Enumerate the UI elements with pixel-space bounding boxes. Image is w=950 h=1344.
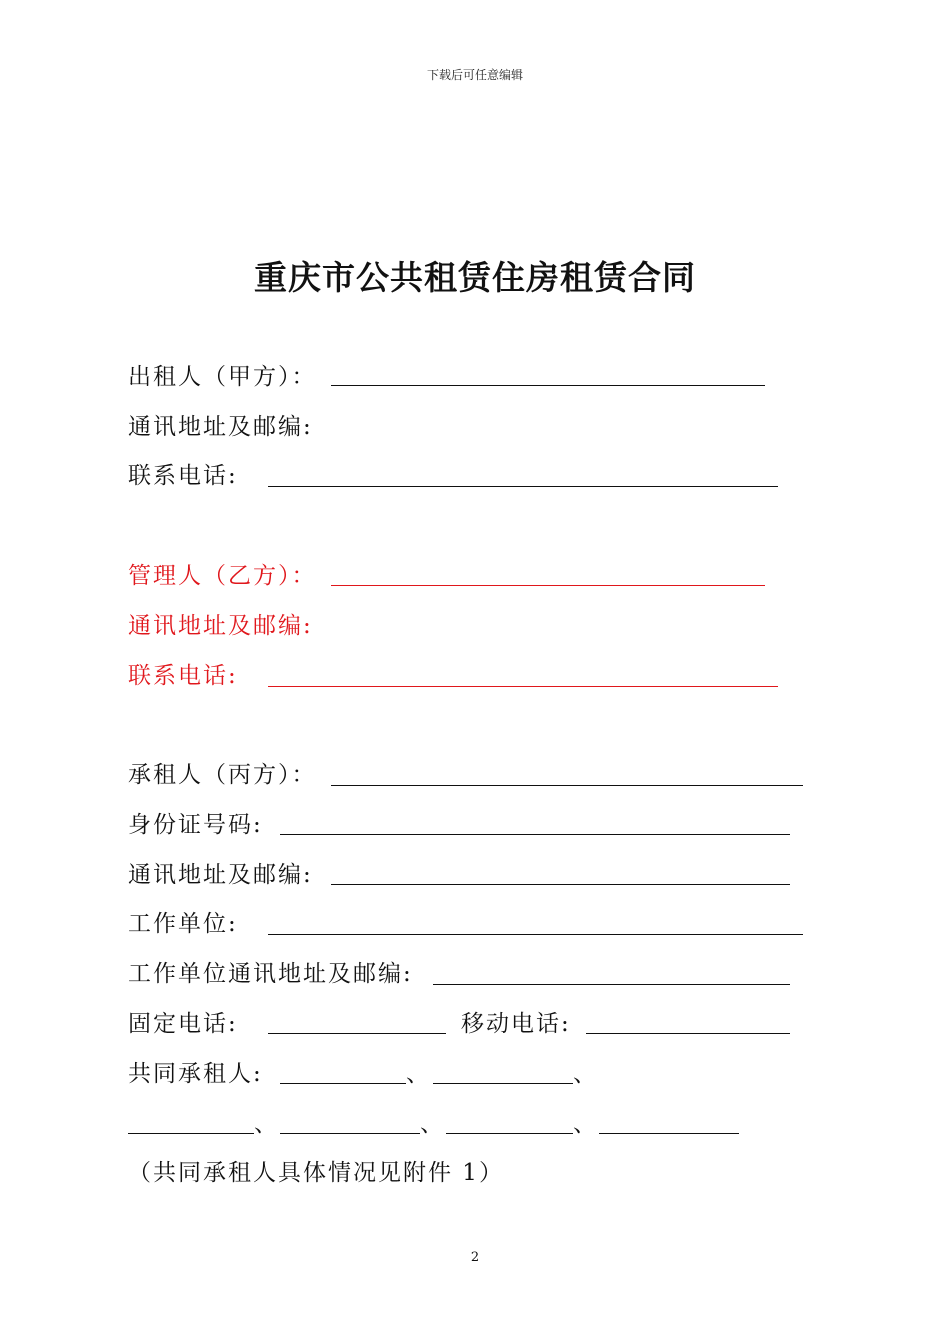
manager-address-label: 通讯地址及邮编: <box>128 613 313 639</box>
lessor-phone-input-line[interactable] <box>268 486 778 487</box>
tenant-address-label: 通讯地址及邮编: <box>128 862 313 888</box>
mobile-phone-label: 移动电话: <box>461 1011 571 1037</box>
manager-input-line[interactable] <box>331 585 765 586</box>
co-tenant-line-1[interactable] <box>280 1083 406 1084</box>
tenant-work-input-line[interactable] <box>268 934 803 935</box>
lessor-label: 出租人（甲方）： <box>128 364 317 390</box>
tenant-input-line[interactable] <box>331 785 803 786</box>
header-note: 下载后可任意编辑 <box>426 68 523 82</box>
document-title: 重庆市公共租赁住房租赁合同 <box>254 258 696 297</box>
tenant-work-address-label: 工作单位通讯地址及邮编: <box>128 961 413 987</box>
tenant-id-input-line[interactable] <box>280 834 790 835</box>
page-number: 2 <box>470 1250 480 1265</box>
co-tenant-line-2[interactable] <box>433 1083 573 1084</box>
mobile-phone-input-line[interactable] <box>586 1033 790 1034</box>
tenant-work-address-input-line[interactable] <box>433 984 790 985</box>
co-tenant-line-5[interactable] <box>446 1133 573 1134</box>
tenant-address-input-line[interactable] <box>331 884 790 885</box>
co-tenant-separator: 、 <box>573 1061 598 1087</box>
tenant-id-label: 身份证号码: <box>128 812 263 838</box>
co-tenant-note: （共同承租人具体情况见附件 1） <box>128 1160 504 1186</box>
tenant-label: 承租人（丙方）： <box>128 762 317 788</box>
co-tenant-separator: 、 <box>573 1111 598 1137</box>
manager-phone-input-line[interactable] <box>268 686 778 687</box>
fixed-phone-label: 固定电话: <box>128 1011 238 1037</box>
co-tenant-label: 共同承租人: <box>128 1061 263 1087</box>
co-tenant-separator: 、 <box>420 1111 445 1137</box>
manager-phone-label: 联系电话: <box>128 663 238 689</box>
co-tenant-separator: 、 <box>406 1061 431 1087</box>
lessor-address-label: 通讯地址及邮编: <box>128 414 313 440</box>
co-tenant-line-3[interactable] <box>128 1133 254 1134</box>
co-tenant-line-4[interactable] <box>280 1133 420 1134</box>
fixed-phone-input-line[interactable] <box>268 1033 446 1034</box>
tenant-work-label: 工作单位: <box>128 911 238 937</box>
manager-label: 管理人（乙方）： <box>128 563 317 589</box>
co-tenant-line-6[interactable] <box>599 1133 739 1134</box>
co-tenant-separator: 、 <box>254 1111 279 1137</box>
lessor-input-line[interactable] <box>331 385 765 386</box>
lessor-phone-label: 联系电话: <box>128 463 238 489</box>
